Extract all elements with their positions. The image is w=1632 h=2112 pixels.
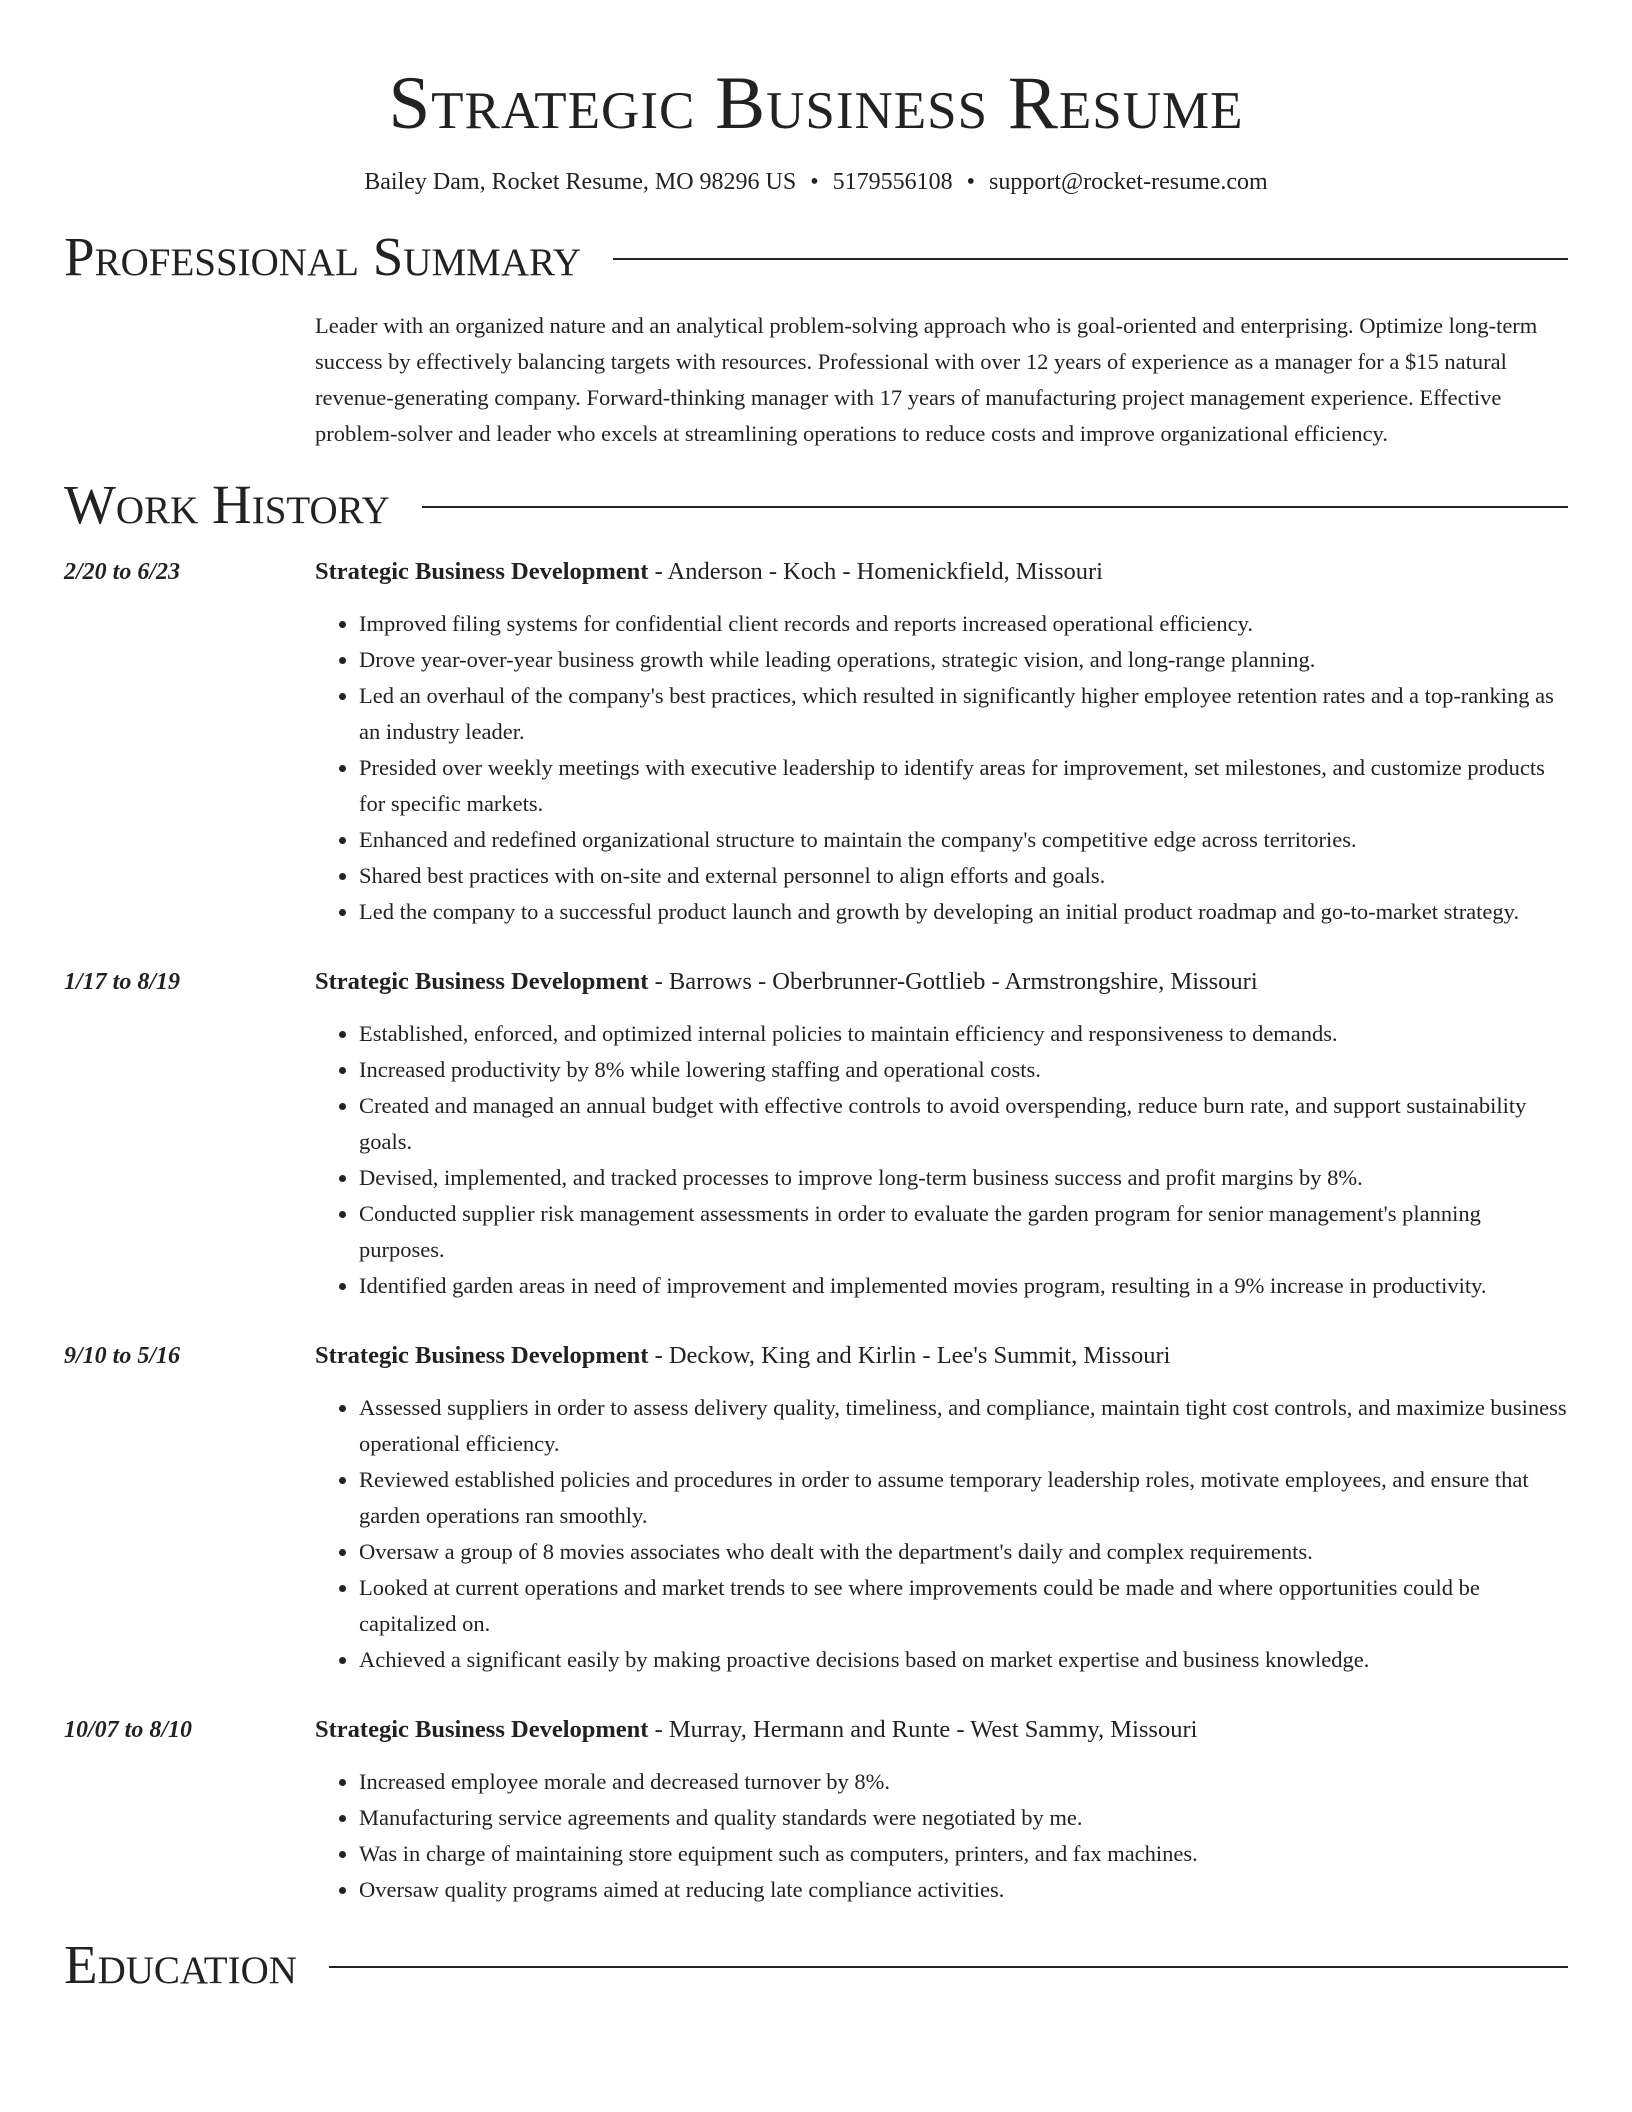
responsibility-item: • Devised, implemented, and tracked processes to improve long-term business success and profit margins by 8%. bbox=[359, 1160, 1568, 1196]
job-employer-location: - Murray, Hermann and Runte - West Sammy, Missouri bbox=[648, 1716, 1198, 1743]
job-role: Strategic Business Development bbox=[315, 558, 649, 585]
job-body bbox=[315, 1712, 1568, 1908]
responsibility-item: • Enhanced and redefined organizational structure to maintain the company's competitive edge across territories. bbox=[359, 822, 1568, 858]
job-title-line bbox=[315, 964, 1568, 1000]
responsibility-item: • Conducted supplier risk management assessments in order to evaluate the garden program for senior management's planning purposes. bbox=[359, 1196, 1568, 1268]
job-dates: 9/10 to 5/16 bbox=[64, 1343, 181, 1369]
job-dates: 1/17 to 8/19 bbox=[64, 969, 181, 995]
responsibility-item: • Oversaw a group of 8 movies associates who dealt with the department's daily and complex requirements. bbox=[359, 1534, 1568, 1570]
responsibility-item: • Improved filing systems for confidential client records and reports increased operational efficiency. bbox=[359, 606, 1568, 642]
professional-summary-text: Leader with an organized nature and an analytical problem-solving approach who is goal-oriented and enterprising. Optimize long-term success by effectively balancing targets with resources. Professional with over 12 years of experience as a manager for a $15 natural revenue-generating company. Forward-thinking manager with 17 years of manufacturing project management experience. Effective problem-solver and leader who excels at streamlining operations to reduce costs and improve organizational efficiency. bbox=[315, 313, 1538, 446]
job-employer-location: - Deckow, King and Kirlin - Lee's Summit, Missouri bbox=[648, 1342, 1171, 1369]
job-employer-location: - Anderson - Koch - Homenickfield, Missouri bbox=[648, 558, 1103, 585]
contact-email: support@rocket-resume.com bbox=[989, 169, 1268, 195]
contact-separator: • bbox=[966, 169, 976, 195]
job-responsibilities bbox=[315, 606, 1568, 930]
responsibility-item: • Increased productivity by 8% while lowering staffing and operational costs. bbox=[359, 1052, 1568, 1088]
responsibility-item: • Led an overhaul of the company's best practices, which resulted in significantly higher employee retention rates and a top-ranking as an industry leader. bbox=[359, 678, 1568, 750]
responsibility-item: • Drove year-over-year business growth while leading operations, strategic vision, and long-range planning. bbox=[359, 642, 1568, 678]
job-body bbox=[315, 1338, 1568, 1678]
job-role: Strategic Business Development bbox=[315, 1716, 649, 1743]
responsibility-item: • Shared best practices with on-site and external personnel to align efforts and goals. bbox=[359, 858, 1568, 894]
job-body bbox=[315, 964, 1568, 1304]
responsibility-item: • Achieved a significant easily by making proactive decisions based on market expertise and business knowledge. bbox=[359, 1642, 1568, 1678]
job-body bbox=[315, 554, 1568, 930]
responsibility-item: • Was in charge of maintaining store equipment such as computers, printers, and fax machines. bbox=[359, 1836, 1568, 1872]
responsibility-item: • Increased employee morale and decreased turnover by 8%. bbox=[359, 1764, 1568, 1800]
contact-line bbox=[64, 166, 1568, 198]
job-responsibilities bbox=[315, 1016, 1568, 1304]
responsibility-item: • Looked at current operations and market trends to see where improvements could be made and where opportunities could be capitalized on. bbox=[359, 1570, 1568, 1642]
job-dates: 2/20 to 6/23 bbox=[64, 559, 181, 585]
job-entry bbox=[64, 554, 1568, 930]
work-history-list bbox=[64, 554, 1568, 1908]
responsibility-item: • Oversaw quality programs aimed at reducing late compliance activities. bbox=[359, 1872, 1568, 1908]
job-title-line bbox=[315, 554, 1568, 590]
section-heading-work-history bbox=[64, 472, 1568, 538]
resume-page bbox=[64, 0, 1568, 1998]
section-title: Work History bbox=[64, 474, 390, 535]
job-employer-location: - Barrows - Oberbrunner-Gottlieb - Armstrongshire, Missouri bbox=[648, 968, 1258, 995]
job-responsibilities bbox=[315, 1390, 1568, 1678]
section-divider bbox=[613, 258, 1568, 260]
job-entry bbox=[64, 964, 1568, 1304]
responsibility-item: • Presided over weekly meetings with executive leadership to identify areas for improvement, set milestones, and customize products for specific markets. bbox=[359, 750, 1568, 822]
section-heading-education bbox=[64, 1932, 1568, 1998]
job-title-line bbox=[315, 1338, 1568, 1374]
job-dates: 10/07 to 8/10 bbox=[64, 1717, 193, 1743]
resume-title: Strategic Business Resume bbox=[388, 62, 1244, 145]
responsibility-item: • Identified garden areas in need of improvement and implemented movies program, resulting in a 9% increase in productivity. bbox=[359, 1268, 1568, 1304]
responsibility-item: • Reviewed established policies and procedures in order to assume temporary leadership roles, motivate employees, and ensure that garden operations ran smoothly. bbox=[359, 1462, 1568, 1534]
job-title-line bbox=[315, 1712, 1568, 1748]
responsibility-item: • Established, enforced, and optimized internal policies to maintain efficiency and responsiveness to demands. bbox=[359, 1016, 1568, 1052]
section-heading-summary bbox=[64, 224, 1568, 290]
job-entry bbox=[64, 1338, 1568, 1678]
contact-separator: • bbox=[810, 169, 819, 195]
contact-address: Bailey Dam, Rocket Resume, MO 98296 US bbox=[364, 169, 797, 195]
responsibility-item: • Manufacturing service agreements and quality standards were negotiated by me. bbox=[359, 1800, 1568, 1836]
responsibility-item: • Assessed suppliers in order to assess delivery quality, timeliness, and compliance, maintain tight cost controls, and maximize business operational efficiency. bbox=[359, 1390, 1568, 1462]
job-entry bbox=[64, 1712, 1568, 1908]
responsibility-item: • Led the company to a successful product launch and growth by developing an initial product roadmap and go-to-market strategy. bbox=[359, 894, 1568, 930]
section-divider bbox=[329, 1966, 1568, 1968]
responsibility-item: • Created and managed an annual budget with effective controls to avoid overspending, reduce burn rate, and support sustainability goals. bbox=[359, 1088, 1568, 1160]
job-role: Strategic Business Development bbox=[315, 1342, 649, 1369]
section-title: Professional Summary bbox=[64, 226, 582, 287]
job-responsibilities bbox=[315, 1764, 1568, 1908]
section-divider bbox=[422, 506, 1568, 508]
job-role: Strategic Business Development bbox=[315, 968, 649, 995]
section-title: Education bbox=[64, 1934, 297, 1995]
contact-phone: 5179556108 bbox=[832, 169, 953, 195]
